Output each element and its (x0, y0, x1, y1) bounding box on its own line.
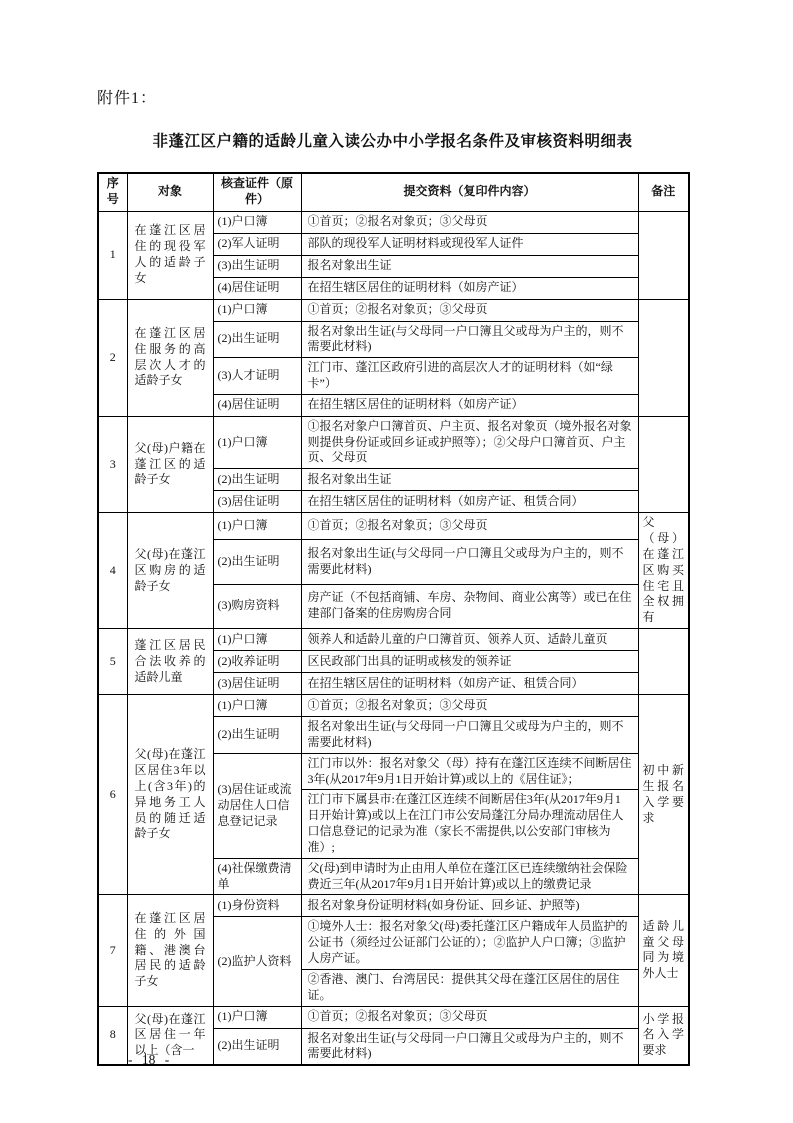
remark-cell (638, 629, 689, 695)
material-cell: 报名对象出生证 (301, 255, 638, 277)
cert-cell: (3)居住证明 (213, 491, 301, 513)
table-body (98, 211, 689, 1065)
page-number: - 18 - (128, 1052, 170, 1067)
target-cell: 在蓬江区居住的现役军人的适龄子女 (127, 211, 213, 299)
cert-cell: (1)户口簿 (213, 299, 301, 321)
material-cell: 江门市、蓬江区政府引进的高层次人才的证明材料（如“绿卡”） (301, 358, 638, 395)
header-target: 对象 (127, 173, 213, 211)
table-row (98, 416, 689, 468)
material-cell: 报名对象出生证(与父母同一户口簿且父或母为户主的，则不需要此材料) (301, 1028, 638, 1065)
cert-cell: (2)军人证明 (213, 233, 301, 255)
cert-cell: (1)身份资料 (213, 895, 301, 917)
target-cell: 父(母)在蓬江区购房的适龄子女 (127, 513, 213, 629)
row-number-cell: 6 (98, 695, 127, 895)
header-no: 序号 (98, 173, 127, 211)
row-number-cell: 3 (98, 416, 127, 512)
table-header-row (98, 173, 689, 211)
material-cell: 报名对象出生证(与父母同一户口簿且父或母为户主的，则不需要此材料) (301, 540, 638, 585)
row-number-cell: 8 (98, 1006, 127, 1065)
table-row (98, 895, 689, 917)
cert-cell: (1)户口簿 (213, 513, 301, 540)
material-cell: 报名对象出生证 (301, 469, 638, 491)
cert-cell: (1)户口簿 (213, 416, 301, 468)
cert-cell: (4)居住证明 (213, 394, 301, 416)
material-cell: 领养人和适龄儿童的户口簿首页、领养人页、适龄儿童页 (301, 629, 638, 651)
material-cell: ①首页；②报名对象页；③父母页 (301, 299, 638, 321)
target-cell: 父(母)在蓬江区居住3年以上(含3年)的异地务工人员的随迁适龄子女 (127, 695, 213, 895)
cert-cell: (2)出生证明 (213, 540, 301, 585)
target-cell: 父(母)户籍在蓬江区的适龄子女 (127, 416, 213, 512)
cert-cell: (2)出生证明 (213, 1028, 301, 1065)
material-cell: 报名对象出生证(与父母同一户口簿且父或母为户主的，则不需要此材料) (301, 321, 638, 358)
material-cell: ①首页；②报名对象页；③父母页 (301, 695, 638, 717)
cert-cell: (2)监护人资料 (213, 917, 301, 1006)
header-remark: 备注 (638, 173, 689, 211)
remark-cell (638, 416, 689, 512)
table-row (98, 211, 689, 233)
cert-cell: (3)居住证或流动居住人口信息登记记录 (213, 753, 301, 858)
cert-cell: (1)户口簿 (213, 211, 301, 233)
material-cell: 房产证（不包括商铺、车房、杂物间、商业公寓等）或已在住建部门备案的住房购房合同 (301, 584, 638, 629)
cert-cell: (4)社保缴费清单 (213, 858, 301, 895)
remark-cell: 适龄儿童父母同为境外人士 (638, 895, 689, 1006)
table-row (98, 1006, 689, 1028)
cert-cell: (1)户口簿 (213, 629, 301, 651)
header-cert: 核查证件（原件） (213, 173, 301, 211)
page-title: 非蓬江区户籍的适龄儿童入读公办中小学报名条件及审核资料明细表 (152, 133, 633, 150)
table-row (98, 299, 689, 321)
material-cell: 在招生辖区居住的证明材料（如房产证、租赁合同） (301, 673, 638, 695)
table-header (98, 173, 689, 211)
cert-cell: (3)人才证明 (213, 358, 301, 395)
material-cell: 部队的现役军人证明材料或现役军人证件 (301, 233, 638, 255)
material-cell: ①首页；②报名对象页；③父母页 (301, 513, 638, 540)
header-materials: 提交资料（复印件内容） (301, 173, 638, 211)
cert-cell: (3)购房资料 (213, 584, 301, 629)
cert-cell: (4)居住证明 (213, 277, 301, 299)
row-number-cell: 7 (98, 895, 127, 1006)
material-cell: 在招生辖区居住的证明材料（如房产证） (301, 394, 638, 416)
target-cell: 在蓬江区居住的外国籍、港澳台居民的适龄子女 (127, 895, 213, 1006)
requirements-table (97, 172, 690, 1066)
remark-cell: 父（母）在蓬江区购买住宅且全权拥有 (638, 513, 689, 629)
material-cell: 区民政部门出具的证明或核发的领养证 (301, 651, 638, 673)
material-cell: ①首页；②报名对象页；③父母页 (301, 1006, 638, 1028)
material-cell: 江门市以外：报名对象父（母）持有在蓬江区连续不间断居住3年(从2017年9月1日开始计算)或以上的《居住证》； (301, 753, 638, 790)
material-cell: 报名对象身份证明材料(如身份证、回乡证、护照等) (301, 895, 638, 917)
cert-cell: (3)出生证明 (213, 255, 301, 277)
material-cell: 江门市下属县市:在蓬江区连续不间断居住3年(从2017年9月1日开始计算)或以上在江门市公安局蓬江分局办理流动居住人口信息登记的记录为准（家长不需提供,以公安部门审核为准）; (301, 790, 638, 858)
row-number-cell: 5 (98, 629, 127, 695)
material-cell: 报名对象出生证(与父母同一户口簿且父或母为户主的，则不需要此材料) (301, 717, 638, 754)
cert-cell: (3)居住证明 (213, 673, 301, 695)
cert-cell: (2)出生证明 (213, 469, 301, 491)
target-cell: 在蓬江区居住服务的高层次人才的适龄子女 (127, 299, 213, 416)
cert-cell: (2)出生证明 (213, 321, 301, 358)
remark-cell (638, 299, 689, 416)
material-cell: 父(母)到申请时为止由用人单位在蓬江区已连续缴纳社会保险费近三年(从2017年9月1日开始计算)或以上的缴费记录 (301, 858, 638, 895)
cert-cell: (1)户口簿 (213, 695, 301, 717)
table-row (98, 629, 689, 651)
remark-cell: 小学报名入学要求 (638, 1006, 689, 1065)
material-cell: 在招生辖区居住的证明材料（如房产证） (301, 277, 638, 299)
table-row (98, 513, 689, 540)
table-row (98, 695, 689, 717)
remark-cell (638, 211, 689, 299)
attachment-label: 附件1： (97, 90, 158, 107)
target-cell: 父(母)在蓬江区居住一年以上（含一 (127, 1006, 213, 1065)
material-cell: 在招生辖区居住的证明材料（如房产证、租赁合同） (301, 491, 638, 513)
cert-cell: (2)收养证明 (213, 651, 301, 673)
row-number-cell: 4 (98, 513, 127, 629)
row-number-cell: 1 (98, 211, 127, 299)
cert-cell: (1)户口簿 (213, 1006, 301, 1028)
remark-cell: 初中新生报名入学要求 (638, 695, 689, 895)
material-cell: ①境外人士：报名对象父(母)委托蓬江区户籍成年人员监护的公证书（须经过公证部门公证的）；②监护人户口簿；③监护人房产证。 (301, 917, 638, 969)
material-cell: ②香港、澳门、台湾居民：提供其父母在蓬江区居住的居住证。 (301, 969, 638, 1006)
cert-cell: (2)出生证明 (213, 717, 301, 754)
target-cell: 蓬江区居民合法收养的适龄儿童 (127, 629, 213, 695)
material-cell: ①首页；②报名对象页；③父母页 (301, 211, 638, 233)
row-number-cell: 2 (98, 299, 127, 416)
material-cell: ①报名对象户口簿首页、户主页、报名对象页（境外报名对象则提供身份证或回乡证或护照等）；②父母户口簿首页、户主页、父母页 (301, 416, 638, 468)
